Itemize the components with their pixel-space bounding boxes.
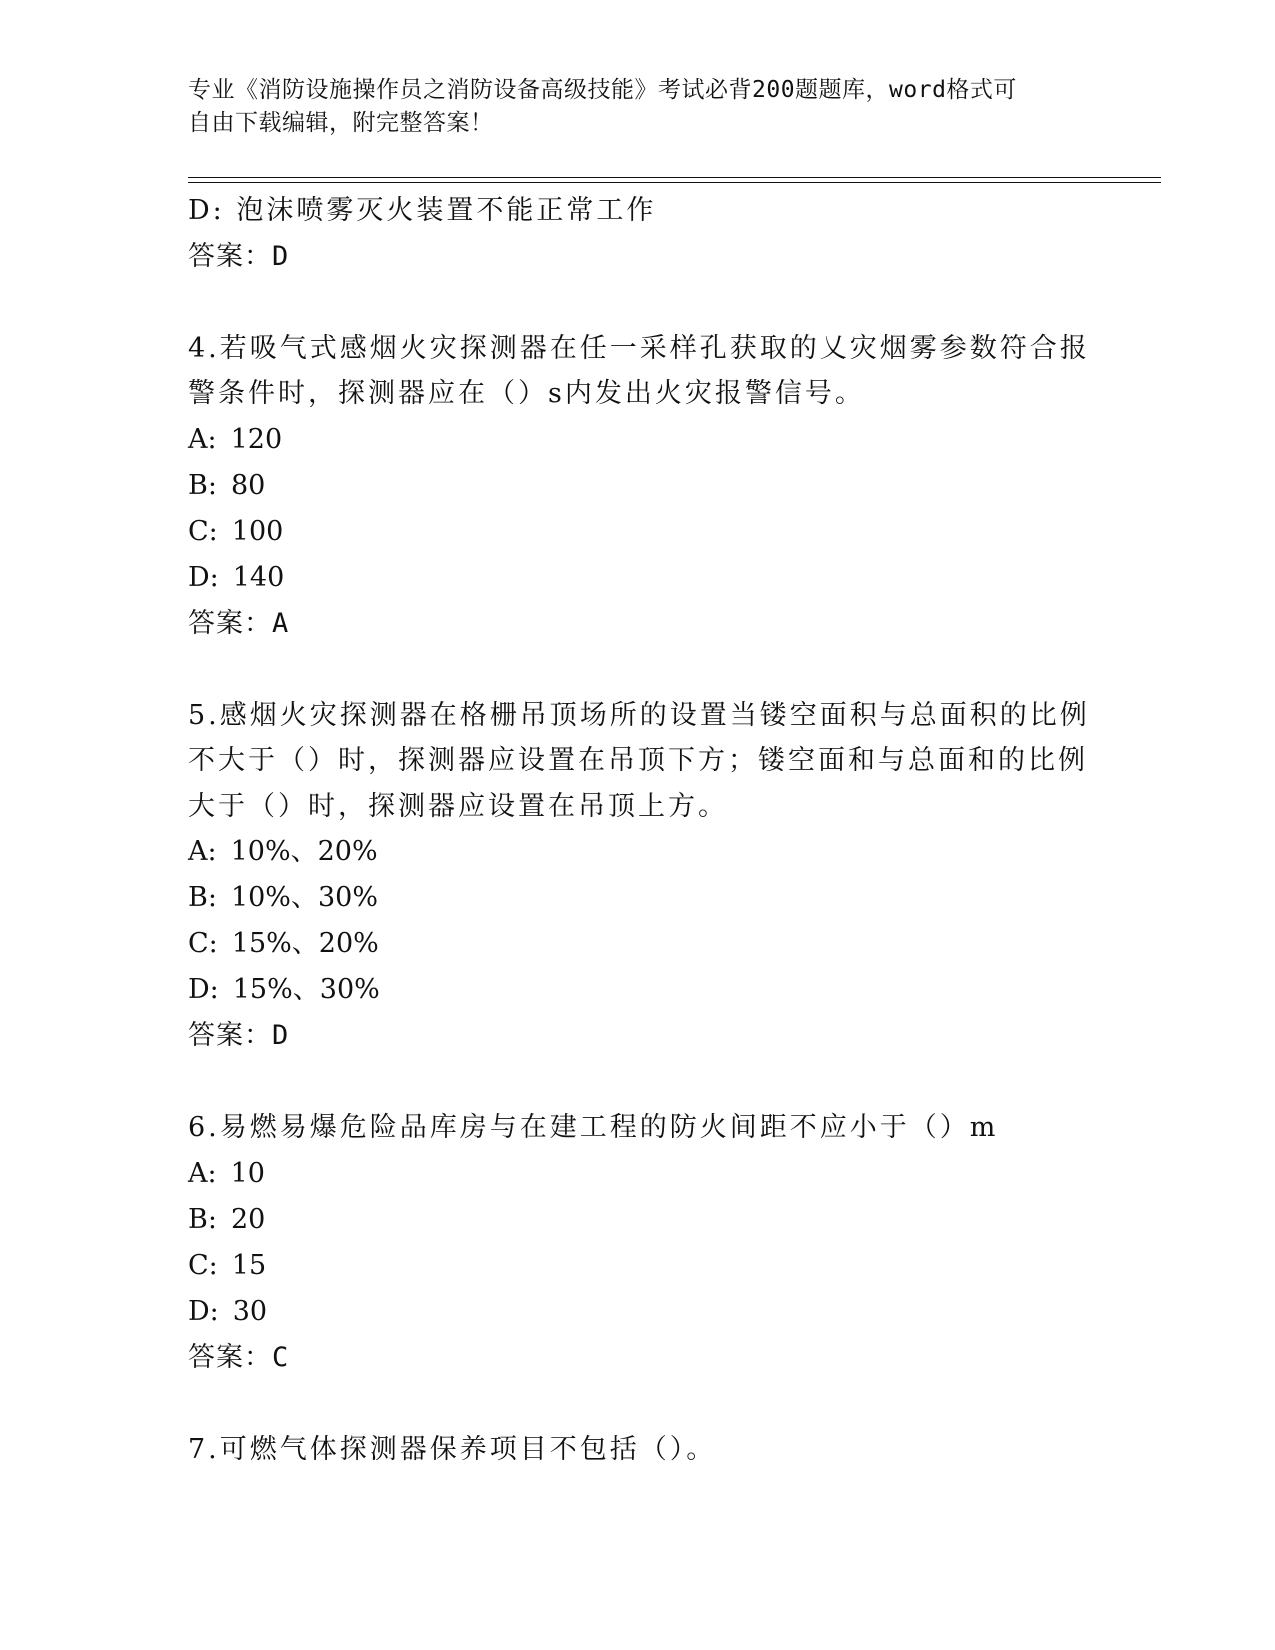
answer: 答案：D [188, 1020, 290, 1051]
option-label: B: [188, 882, 217, 913]
question-text-line: 警条件时，探测器应在（）s内发出火灾报警信号。 [188, 378, 865, 409]
option-value: 80 [230, 469, 266, 501]
option-label: A: [188, 423, 217, 455]
carryover-option-d: D: 泡沫喷雾灭火装置不能正常工作 [188, 195, 657, 226]
option-d [188, 555, 1088, 601]
option-label: B: [188, 469, 217, 501]
option-value: 30 [232, 1295, 268, 1327]
option-label: B: [188, 1203, 217, 1235]
option-d [188, 1289, 1088, 1335]
option-label: C: [188, 1249, 218, 1281]
option-a [188, 829, 1088, 875]
question-text-line: 4.若吸气式感烟火灾探测器在任一采样孔获取的乂灾烟雾参数符合报 [188, 332, 1090, 364]
option-d [188, 967, 1088, 1013]
question-4 [188, 326, 1088, 647]
question-text-line: 5.感烟火灾探测器在格栅吊顶场所的设置当镂空面积与总面积的比例 [188, 699, 1090, 731]
option-label: D: [188, 1295, 219, 1327]
question-text-line: 7.可燃气体探测器保养项目不包括（）。 [188, 1433, 717, 1465]
option-c [188, 921, 1088, 967]
option-b [188, 1197, 1088, 1243]
option-value: 140 [232, 561, 285, 593]
option-label: C: [188, 928, 218, 959]
question-text-line: 不大于（）时，探测器应设置在吊顶下方；镂空面和与总面和的比例 [188, 745, 1088, 776]
option-c [188, 509, 1088, 555]
answer: 答案：C [188, 1341, 290, 1373]
header-divider-bottom [188, 182, 1161, 183]
option-label: D: [188, 974, 219, 1005]
option-value: 100 [231, 515, 284, 547]
question-content [188, 188, 1088, 1472]
option-value: 10%、30% [230, 882, 378, 913]
option-b [188, 875, 1088, 921]
carryover-answer: 答案：D [188, 240, 290, 272]
option-b [188, 463, 1088, 509]
option-value: 120 [230, 423, 283, 455]
option-value: 15 [231, 1249, 267, 1281]
answer: 答案：A [188, 607, 290, 639]
option-value: 10%、20% [230, 836, 378, 867]
question-5 [188, 693, 1088, 1060]
option-label: A: [188, 836, 217, 867]
option-a [188, 417, 1088, 463]
header-divider-top [188, 177, 1161, 178]
option-value: 10 [230, 1157, 265, 1189]
question-text-line: 6.易燃易爆危险品库房与在建工程的防火间距不应小于（）m [188, 1112, 999, 1143]
option-label: D: [188, 561, 219, 593]
document-header [188, 74, 1068, 140]
option-value: 15%、20% [231, 928, 379, 959]
option-value: 20 [230, 1203, 266, 1235]
question-6 [188, 1105, 1088, 1381]
option-label: A: [188, 1157, 217, 1189]
header-line-2: 自由下载编辑，附完整答案！ [188, 110, 494, 136]
option-value: 15%、30% [232, 974, 380, 1005]
question-text-line: 大于（）时，探测器应设置在吊顶上方。 [188, 790, 728, 822]
carryover-block [188, 188, 1088, 280]
option-c [188, 1243, 1088, 1289]
header-line-1: 专业《消防设施操作员之消防设备高级技能》考试必背200题题库，word格式可 [188, 77, 1017, 103]
question-7 [188, 1427, 1088, 1473]
option-label: C: [188, 515, 218, 547]
option-a [188, 1151, 1088, 1197]
